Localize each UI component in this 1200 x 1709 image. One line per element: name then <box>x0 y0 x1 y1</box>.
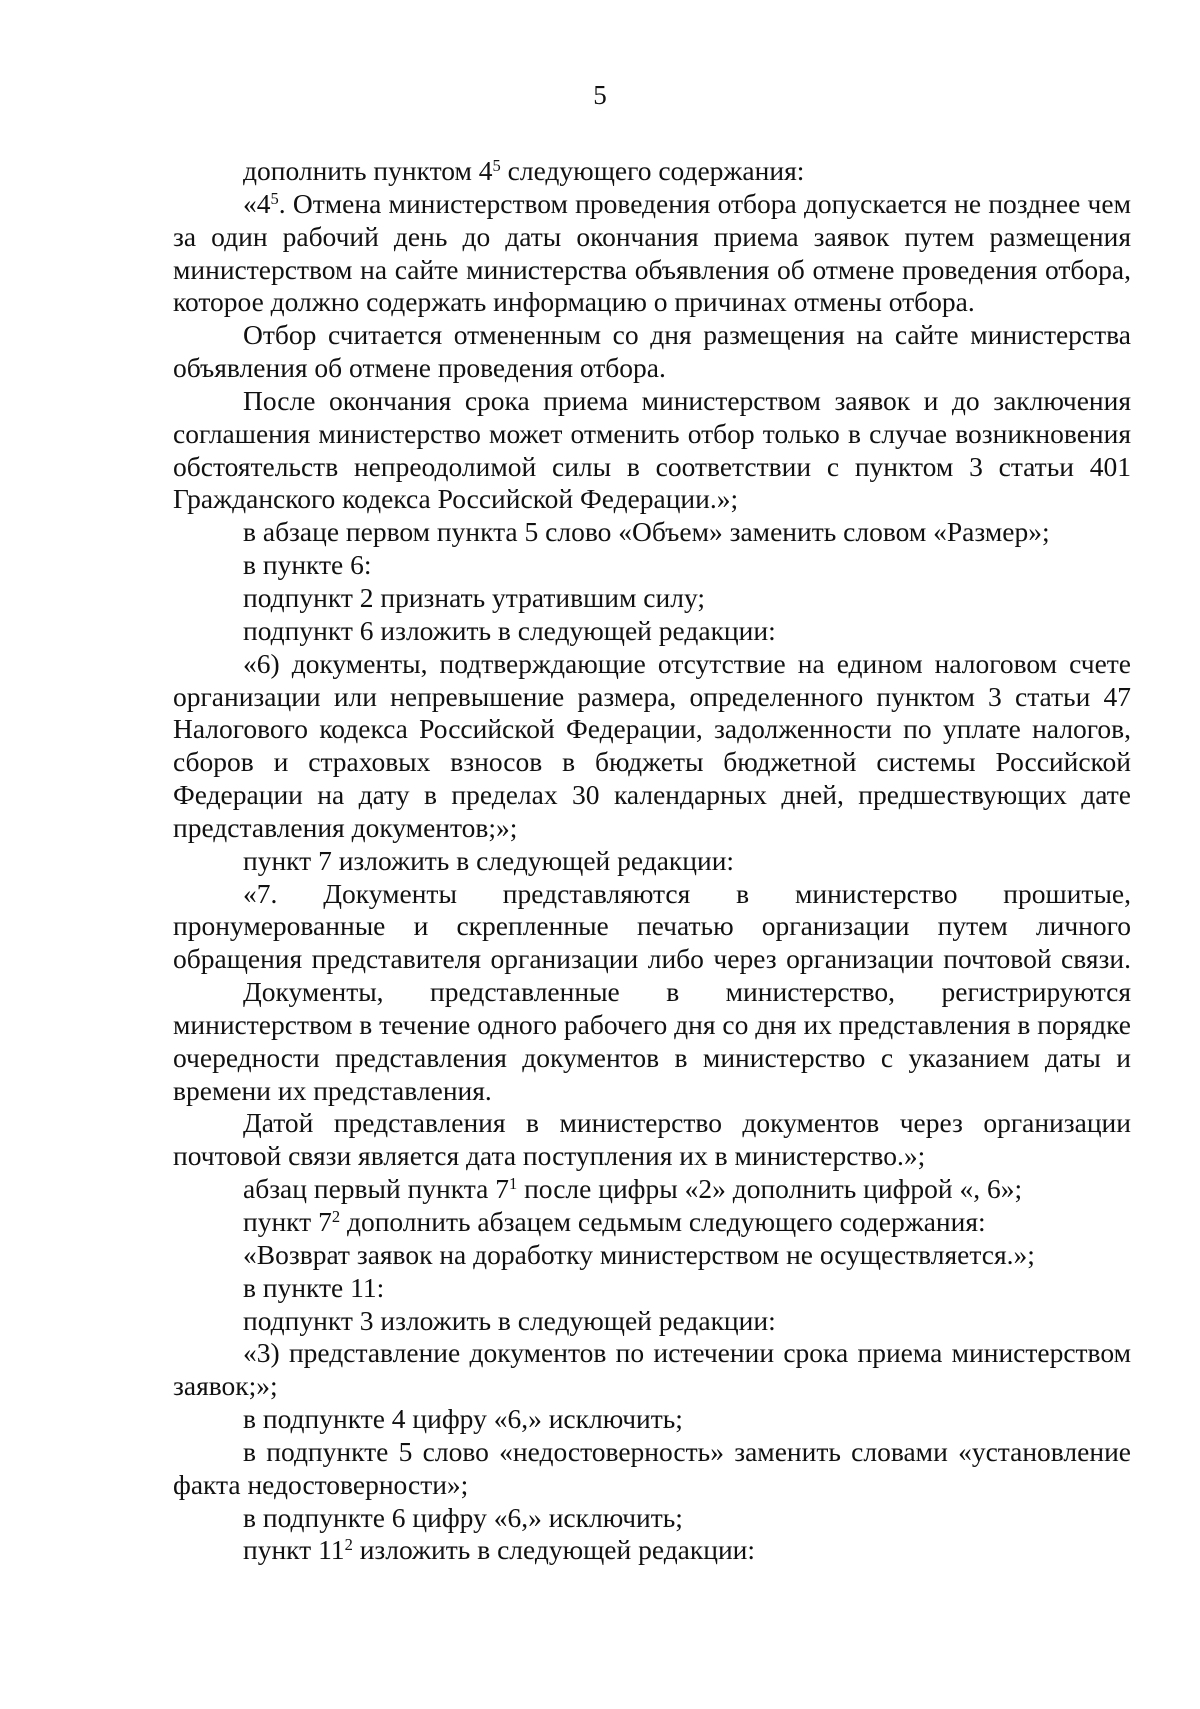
document-body <box>173 155 1131 1567</box>
paragraph <box>173 1337 1131 1403</box>
page-number: 5 <box>593 80 607 110</box>
paragraph-text: пункт 11 <box>243 1534 345 1566</box>
paragraph-text: в абзаце первом пункта 5 слово «Объем» заменить словом «Размер»; <box>243 516 1050 548</box>
paragraph-text: «7. Документы представляются в министерство прошитые, пронумерованные и скрепленные печатью организации путем личного обращения представителя организации либо через организации почтовой связи. <box>173 877 1131 975</box>
paragraph-text-continued: следующего содержания: <box>500 155 805 186</box>
paragraph-text: «3) представление документов по истечении срока приема министерством заявок;»; <box>173 1337 1131 1402</box>
paragraph-text: После окончания срока приема министерством заявок и до заключения соглашения министерство может отменить отбор только в случае возникновения обстоятельств непреодолимой силы в соответствии с пунктом 3 статьи 401 Гражданского кодекса Российской Федерации.»; <box>173 384 1131 515</box>
superscript: 5 <box>492 155 501 175</box>
paragraph-text: пункт 7 изложить в следующей редакции: <box>243 844 735 876</box>
paragraph-text: в пункте 11: <box>243 1271 385 1303</box>
superscript: 2 <box>344 1535 353 1555</box>
paragraph <box>173 319 1131 385</box>
paragraph <box>173 155 1131 188</box>
paragraph-text: подпункт 6 изложить в следующей редакции: <box>243 614 776 646</box>
paragraph <box>173 1107 1131 1173</box>
paragraph <box>173 1239 1131 1272</box>
paragraph <box>173 1173 1131 1206</box>
paragraph-text: Датой представления в министерство документов через организации почтовой связи является дата поступления их в министерство.»; <box>173 1107 1131 1172</box>
paragraph <box>173 1272 1131 1305</box>
paragraph-text: в подпункте 5 слово «недостоверность» заменить словами «установление факта недостоверности»; <box>173 1435 1131 1500</box>
paragraph <box>173 615 1131 648</box>
superscript: 2 <box>331 1206 341 1226</box>
paragraph <box>173 582 1131 615</box>
paragraph-text: «4 <box>243 187 271 219</box>
paragraph <box>173 845 1131 878</box>
paragraph-text: подпункт 2 признать утратившим силу; <box>243 581 705 613</box>
superscript: 5 <box>270 188 279 208</box>
paragraph-text-continued: дополнить абзацем седьмым следующего содержания: <box>340 1206 986 1237</box>
paragraph-text: Документы, представленные в министерство, регистрируются министерством в течение одного рабочего дня со дня их представления в порядке очередности представления документов в министерство с указанием даты и времени их представления. <box>173 976 1131 1106</box>
paragraph-text: в подпункте 4 цифру «6,» исключить; <box>243 1403 683 1435</box>
paragraph <box>173 1502 1131 1535</box>
paragraph <box>173 1305 1131 1338</box>
paragraph-text: «6) документы, подтверждающие отсутствие на едином налоговом счете организации или непревышение размера, определенного пунктом 3 статьи 47 Налогового кодекса Российской Федерации, задолженности по уплате налогов, сборов и страховых взносов в бюджеты бюджетной системы Российской Федерации на дату в пределах 30 календарных дней, предшествующих дате представления документов;»; <box>173 647 1131 843</box>
paragraph <box>173 1534 1131 1567</box>
paragraph-text: дополнить пунктом 4 <box>243 155 493 186</box>
superscript: 1 <box>508 1174 518 1194</box>
paragraph-text: пункт 7 <box>243 1206 332 1237</box>
paragraph <box>173 648 1131 845</box>
paragraph <box>173 188 1131 319</box>
paragraph-text: «Возврат заявок на доработку министерством не осуществляется.»; <box>243 1238 1035 1270</box>
paragraph-text-continued: после цифры «2» дополнить цифрой «, 6»; <box>517 1173 1023 1205</box>
paragraph <box>173 549 1131 582</box>
paragraph-text: в подпункте 6 цифру «6,» исключить; <box>243 1501 683 1533</box>
paragraph <box>173 878 1131 977</box>
paragraph-text: подпункт 3 изложить в следующей редакции: <box>243 1304 776 1336</box>
paragraph <box>173 1436 1131 1502</box>
paragraph <box>173 1206 1131 1239</box>
paragraph <box>173 1403 1131 1436</box>
paragraph <box>173 976 1131 1107</box>
paragraph-text: Отбор считается отмененным со дня размещения на сайте министерства объявления об отмене проведения отбора. <box>173 319 1131 384</box>
paragraph <box>173 516 1131 549</box>
paragraph-text-continued: . Отмена министерством проведения отбора допускается не позднее чем за один рабочий день до даты окончания приема заявок путем размещения министерством на сайте министерства объявления об отмене проведения отбора, которое должно содержать информацию о причинах отмены отбора. <box>173 187 1131 318</box>
paragraph-text-continued: изложить в следующей редакции: <box>352 1534 756 1566</box>
paragraph <box>173 385 1131 516</box>
paragraph-text: абзац первый пункта 7 <box>243 1173 509 1205</box>
paragraph-text: в пункте 6: <box>243 549 372 581</box>
